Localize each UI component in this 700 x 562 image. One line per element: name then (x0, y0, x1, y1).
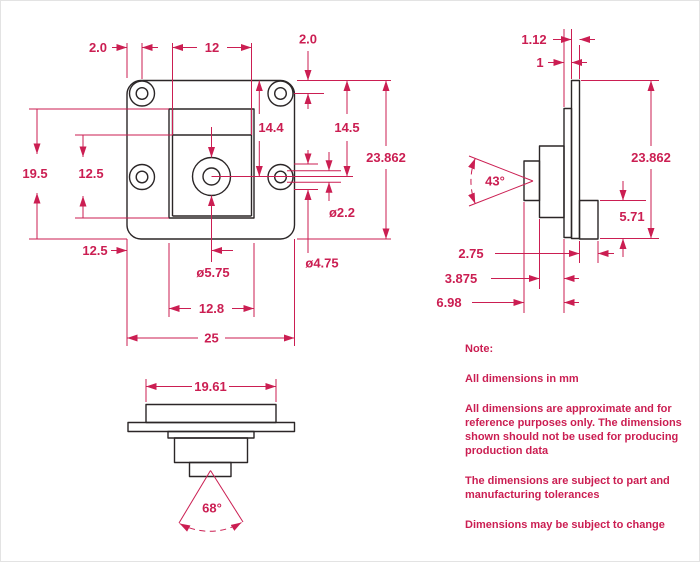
mounting-hole-top-right (268, 81, 293, 106)
dim-front-housing-width: 12.8 (198, 301, 225, 316)
dim-front-hole-offset-top: 2.0 (298, 31, 318, 47)
bottom-view-geometry (128, 405, 295, 477)
dim-front-holes-from-top: 14.5 (334, 120, 360, 135)
dim-front-board-height: 23.862 (366, 150, 406, 165)
dim-front-board-width: 25 (204, 330, 219, 346)
bottom-pcb (128, 423, 295, 432)
bottom-mount-layer (168, 432, 254, 439)
dim-front-hole-offset-left: 2.0 (88, 40, 108, 55)
note-subject-to-change: Dimensions may be subject to change (465, 518, 665, 531)
dim-side-board-height: 23.862 (631, 150, 671, 165)
dim-front-edge-to-lens-center: 12.5 (82, 243, 108, 258)
side-pcb (572, 81, 580, 239)
fov-arc-bottom (180, 523, 242, 532)
side-view-dimensions (436, 29, 671, 313)
bottom-connector-block (146, 405, 276, 423)
fov-arc-side (471, 158, 475, 203)
dim-side-pcb-thickness: 1.12 (521, 32, 547, 47)
side-flex-connector (580, 201, 599, 240)
dim-side-housing-offset: 3.875 (444, 271, 478, 286)
mounting-hole-bottom-left (130, 165, 155, 190)
bottom-view-dimensions (146, 379, 276, 531)
dim-side-total-depth: 6.98 (436, 295, 462, 310)
dim-front-sensor-to-housing-bottom: 12.5 (78, 166, 104, 181)
dim-front-pad-diameter: ø4.75 (305, 255, 339, 271)
mounting-hole-top-left (130, 81, 155, 106)
dim-front-housing-to-bottom: 19.5 (22, 166, 48, 181)
dim-side-connector-height: 5.71 (619, 209, 645, 224)
note-tolerances: The dimensions are subject to part and manufacturing tolerances (465, 474, 670, 501)
side-sensor-housing (540, 146, 565, 218)
bottom-sensor-housing (175, 438, 248, 463)
bottom-lens-barrel (190, 463, 232, 477)
notes-title: Note: (465, 343, 494, 355)
board-outline (127, 81, 295, 240)
dim-front-lens-diameter: ø5.75 (196, 265, 230, 280)
front-view-geometry (127, 81, 295, 240)
note-approximate: All dimensions are approximate and for reference purposes only. The dimensions shown should not be used for producing production data (465, 402, 682, 457)
notes-panel (465, 343, 689, 549)
side-view-geometry (524, 81, 598, 240)
side-mount-layer (564, 109, 572, 238)
dim-front-lens-from-top: 14.4 (258, 120, 284, 135)
dim-front-hole-diameter: ø2.2 (328, 205, 356, 220)
dim-side-connector-depth: 2.75 (458, 246, 484, 261)
dim-side-fov-vertical: 43° (485, 173, 505, 189)
dim-bottom-connector-width: 19.61 (194, 379, 227, 394)
front-view-dimensions (22, 32, 406, 347)
dim-side-layer-thickness: 1 (536, 55, 544, 70)
note-units: All dimensions in mm (465, 372, 579, 385)
dim-bottom-fov-horizontal: 68° (202, 500, 222, 516)
dim-front-sensor-width: 12 (204, 40, 220, 55)
